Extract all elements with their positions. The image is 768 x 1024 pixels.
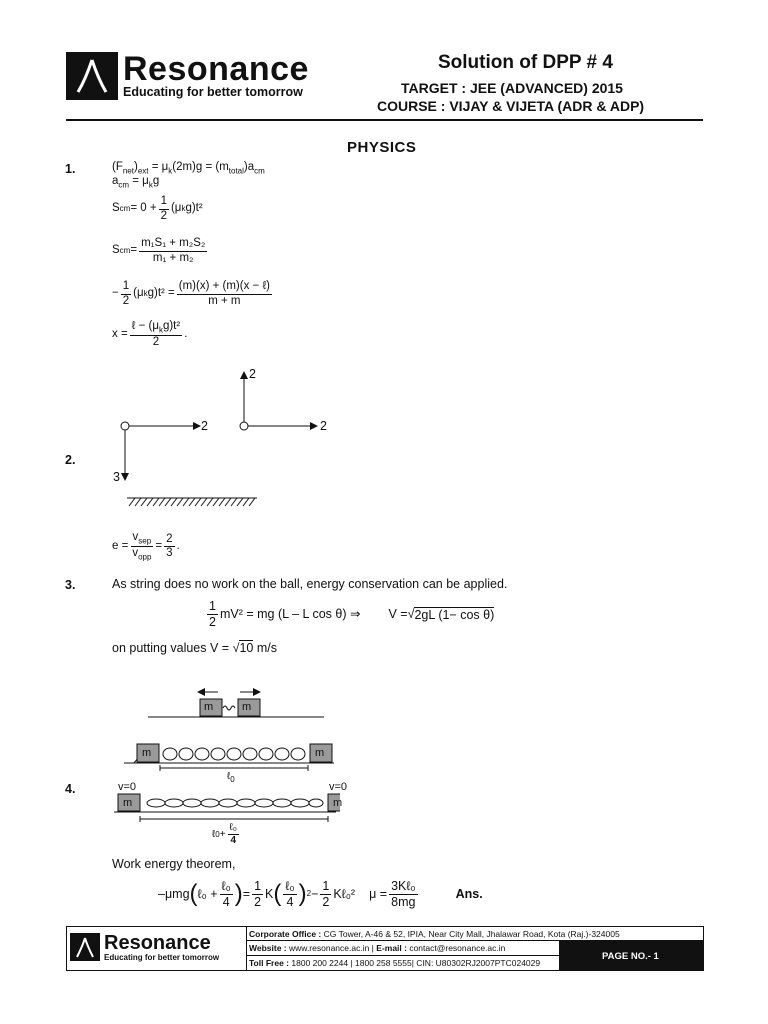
q3-energy-eq: $\frac{1}{2}$ mV² = mg (L – L cos θ) ⇒ V = √ 2gL (1− cos θ) [209, 599, 495, 629]
q3-number: 3. [65, 578, 76, 592]
q4-theorem: Work energy theorem, [112, 857, 236, 871]
footer-office: Corporate Office : CG Tower, A-46 & 52, IPIA, Near City Mall, Jhalawar Road, Kota (Raj.)-324005 [249, 929, 620, 939]
q4-length-label: ℓ$_0$ [227, 771, 235, 784]
q4-number: 4. [65, 782, 76, 796]
q2-label-right2: 2 [320, 419, 327, 433]
q4-v0-left: v=0 [118, 781, 137, 793]
q2-label-up: 2 [249, 367, 256, 381]
q1-x-result: x = $\frac{\ell - (\mu_kg)t^2}{2}$ . [112, 320, 188, 349]
header-title: Solution of DPP # 4 [438, 52, 613, 73]
q4-block-top-left: m [204, 701, 214, 713]
q1-number: 1. [65, 162, 76, 176]
footer-divider-v [246, 926, 247, 970]
footer-page-number: PAGE NO.- 1 [602, 951, 659, 962]
q4-block-top-right: m [242, 701, 252, 713]
q4-block-mid-left: m [142, 747, 152, 759]
header-logo-mark [66, 52, 118, 100]
footer-tagline: Educating for better tomorrow [104, 953, 220, 962]
q1-line-b: $a_{cm} = \mu_kg$ [112, 175, 160, 190]
q4-extended-length: ℓ 0 + $\frac{\text{ℓ₀}}{4}$ [212, 822, 237, 846]
logo-glyph-icon [66, 52, 118, 100]
q1-equation-3: − $\frac{1}{2}$ (μ k g)t² = $\frac{\text{(m)(x) + (m)(x − ℓ)}}{m + m}$ [112, 280, 270, 307]
footer-logo-glyph-icon [70, 933, 100, 961]
q1-scm-eq: S cm = 0 + $\frac{1}{2}$ (μ k g)t² [112, 195, 203, 222]
q3-statement: As string does no work on the ball, energy conservation can be applied. [112, 577, 508, 591]
footer-divider-h2 [246, 955, 559, 956]
header-rule [66, 119, 703, 121]
q1-line-a: $(F_{net})_{ext} = \mu_k(2m)g = (m_{total})a_{cm}$ [112, 161, 265, 176]
q2-velocity-diagram [105, 360, 345, 520]
header-tagline: Educating for better tomorrow [123, 85, 303, 99]
q4-block-bot-left: m [123, 797, 133, 809]
footer-web: Website : www.resonance.ac.in | E-mail : contact@resonance.ac.in [249, 943, 506, 953]
q4-work-energy-eq: –μmg ( ℓ₀ + $\frac{\text{ℓ₀}}{4}$ ) = $\frac{1}{2}$ K ( $\frac{\text{ℓ₀}}{4}$ ) 2 − $\frac{1}{2}$ Kℓ₀² μ = $\frac{\text{3Kℓ₀}}{8mg}$ Ans. [158, 879, 483, 909]
q2-restitution-eq: e = $\frac{v_{sep}}{v_{opp}}$ = $\frac{2}{3}$ . [112, 531, 180, 562]
q1-scm-formula: S cm = $\frac{\text{m₁S₁ + m₂S₂}}{\text{m₁ + m₂}}$ [112, 237, 206, 264]
subject-heading: PHYSICS [347, 139, 417, 156]
q2-number: 2. [65, 453, 76, 467]
footer-toll: Toll Free : 1800 200 2244 | 1800 258 5555| CIN: U80302RJ2007PTC024029 [249, 958, 541, 968]
q4-block-bot-right: m [333, 797, 343, 809]
header-target: TARGET : JEE (ADVANCED) 2015 [401, 80, 623, 96]
q2-label-right1: 2 [201, 419, 208, 433]
q3-values: on putting values V = √10 m/s [112, 641, 277, 655]
q4-v0-right: v=0 [329, 781, 348, 793]
footer-logo-mark [70, 933, 100, 961]
q2-label-down: 3 [113, 470, 120, 484]
footer-brand: Resonance [104, 932, 211, 954]
q4-block-mid-right: m [315, 747, 325, 759]
header-course: COURSE : VIJAY & VIJETA (ADR & ADP) [377, 98, 645, 114]
header-brand: Resonance [123, 50, 309, 88]
